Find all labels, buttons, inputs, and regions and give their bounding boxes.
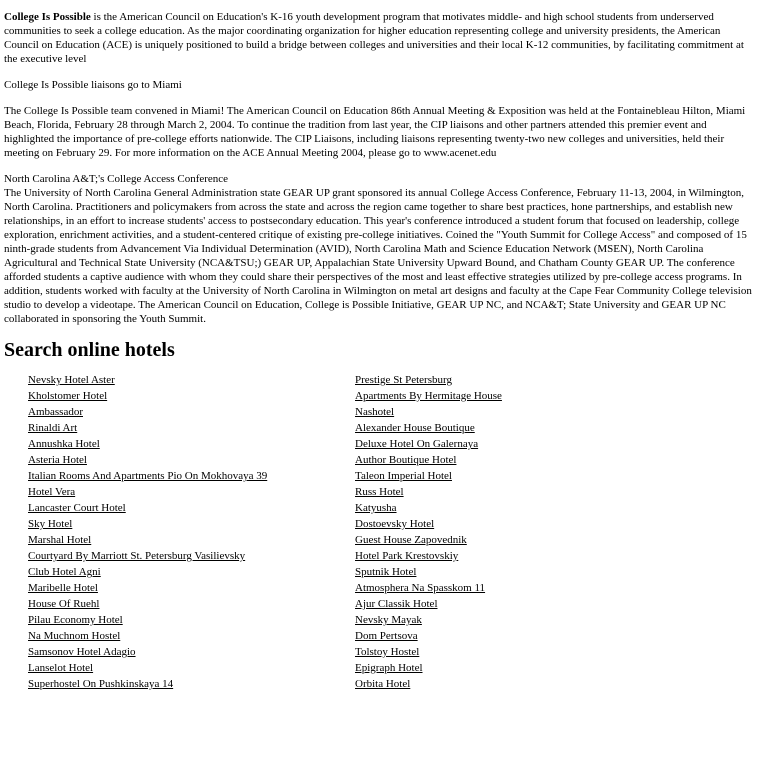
hotel-link[interactable]: Lancaster Court Hotel: [28, 502, 126, 514]
hotel-link[interactable]: Italian Rooms And Apartments Pio On Mokhovaya 39: [28, 470, 268, 482]
hotel-link[interactable]: Lanselot Hotel: [28, 662, 94, 674]
hotel-list: [4, 372, 756, 772]
hotel-link[interactable]: Sputnik Hotel: [355, 566, 417, 578]
hotel-link[interactable]: Rinaldi Art: [28, 422, 78, 434]
hotel-link[interactable]: Courtyard By Marriott St. Petersburg Vasilievsky: [28, 550, 246, 562]
miami-paragraph: The College Is Possible team convened in Miami! The American Council on Education 86th Annual Meeting & Exposition was held at the Fontainebleau Hilton, Miami Beach, Florida, February 28 through March 2, 2004. To continue the tradition from last year, the CIP liaisons and other partners attended this premier event and highlighted the importance of pre-college efforts nationwide. The CIP Liaisons, including liaisons representing twenty-two new colleges and universities, held their meeting on February 29. For more information on the ACE Annual Meeting 2004, please go to www.acenet.edu: [4, 105, 746, 159]
hotel-link[interactable]: Atmosphera Na Spasskom 11: [355, 582, 486, 594]
hotel-link[interactable]: Guest House Zapovednik: [355, 534, 467, 546]
hotel-column-right: [355, 372, 502, 692]
hotel-link[interactable]: Nashotel: [355, 406, 395, 418]
hotel-link[interactable]: Tolstoy Hostel: [355, 646, 420, 658]
hotel-link[interactable]: Samsonov Hotel Adagio: [28, 646, 136, 658]
hotel-link[interactable]: Author Boutique Hotel: [355, 454, 457, 466]
hotel-link[interactable]: Nevsky Mayak: [355, 614, 422, 626]
hotel-link[interactable]: Asteria Hotel: [28, 454, 87, 466]
hotel-link[interactable]: Orbita Hotel: [355, 678, 411, 690]
hotel-column-left: [28, 372, 267, 692]
hotel-link[interactable]: Ambassador: [28, 406, 83, 418]
hotel-link[interactable]: Alexander House Boutique: [355, 422, 475, 434]
hotel-link[interactable]: Hotel Vera: [28, 486, 76, 498]
hotel-link[interactable]: Nevsky Hotel Aster: [28, 374, 115, 386]
intro-program-name: College Is Possible: [4, 11, 91, 23]
search-hotels-heading: Search online hotels: [4, 339, 175, 361]
intro-paragraph: [4, 10, 756, 66]
hotel-link[interactable]: Epigraph Hotel: [355, 662, 423, 674]
hotel-link[interactable]: Hotel Park Krestovskiy: [355, 550, 459, 562]
nc-heading: North Carolina A&T;'s College Access Conference: [4, 173, 229, 185]
miami-heading: College Is Possible liaisons go to Miami: [4, 79, 182, 91]
hotel-link[interactable]: Maribelle Hotel: [28, 582, 98, 594]
hotel-link[interactable]: Russ Hotel: [355, 486, 404, 498]
hotel-link[interactable]: Apartments By Hermitage House: [355, 390, 502, 402]
hotel-link[interactable]: Marshal Hotel: [28, 534, 92, 546]
intro-text: is the American Council on Education's K-16 youth development program that motivates middle- and high school students from underserved communities to seek a college education. As the major coordinating organization for higher education representing college and university presidents, the American Council on Education (ACE) is uniquely positioned to build a bridge between colleges and universities and their local K-12 communities, by facilitating commitment at the executive level: [4, 11, 744, 65]
hotel-link[interactable]: Dom Pertsova: [355, 630, 418, 642]
hotel-link[interactable]: House Of Ruehl: [28, 598, 100, 610]
hotel-link[interactable]: Na Muchnom Hostel: [28, 630, 121, 642]
hotel-link[interactable]: Club Hotel Agni: [28, 566, 101, 578]
hotel-link[interactable]: Annushka Hotel: [28, 438, 100, 450]
hotel-link[interactable]: Katyusha: [355, 502, 397, 514]
hotel-link[interactable]: Sky Hotel: [28, 518, 73, 530]
hotel-link[interactable]: Deluxe Hotel On Galernaya: [355, 438, 479, 450]
hotel-link[interactable]: Prestige St Petersburg: [355, 374, 452, 386]
hotel-link[interactable]: Kholstomer Hotel: [28, 390, 108, 402]
hotel-link[interactable]: Ajur Classik Hotel: [355, 598, 438, 610]
hotel-link[interactable]: Pilau Economy Hotel: [28, 614, 123, 626]
hotel-link[interactable]: Taleon Imperial Hotel: [355, 470, 452, 482]
hotel-link[interactable]: Dostoevsky Hotel: [355, 518, 435, 530]
nc-paragraph: The University of North Carolina General Administration state GEAR UP grant sponsored its annual College Access Conference, February 11-13, 2004, in Wilmington, North Carolina. Practitioners and policymakers from across the state and across the region came together to share best practices, hone partnerships, and establish new relationships, in an effort to increase students' access to postsecondary education. This year's conference introduced a student forum that focused on leadership, college exploration, enrichment activities, and a student-centered critique of existing pre-college initiatives. Coined the "Youth Summit for College Access" and composed of 15 ninth-grade students from Advancement Via Individual Determination (AVID), North Carolina Math and Science Education Network (MSEN), North Carolina Agricultural and Technical State University (NCA&TSU;) GEAR UP, Appalachian State University Upward Bound, and Chatham County GEAR UP. The conference afforded students a captive audience with whom they could share their perspectives of the most and least effective strategies utilized by pre-college access programs. In addition, students worked with faculty at the University of North Carolina in Wilmington on metal art designs and faculty at the Cape Fear Community College television studio to develop a videotape. The American Council on Education, College is Possible Initiative, GEAR UP NC, and NCA&T; State University and GEAR UP NC collaborated in sponsoring the Youth Summit.: [4, 187, 752, 325]
hotel-link[interactable]: Superhostel On Pushkinskaya 14: [28, 678, 174, 690]
